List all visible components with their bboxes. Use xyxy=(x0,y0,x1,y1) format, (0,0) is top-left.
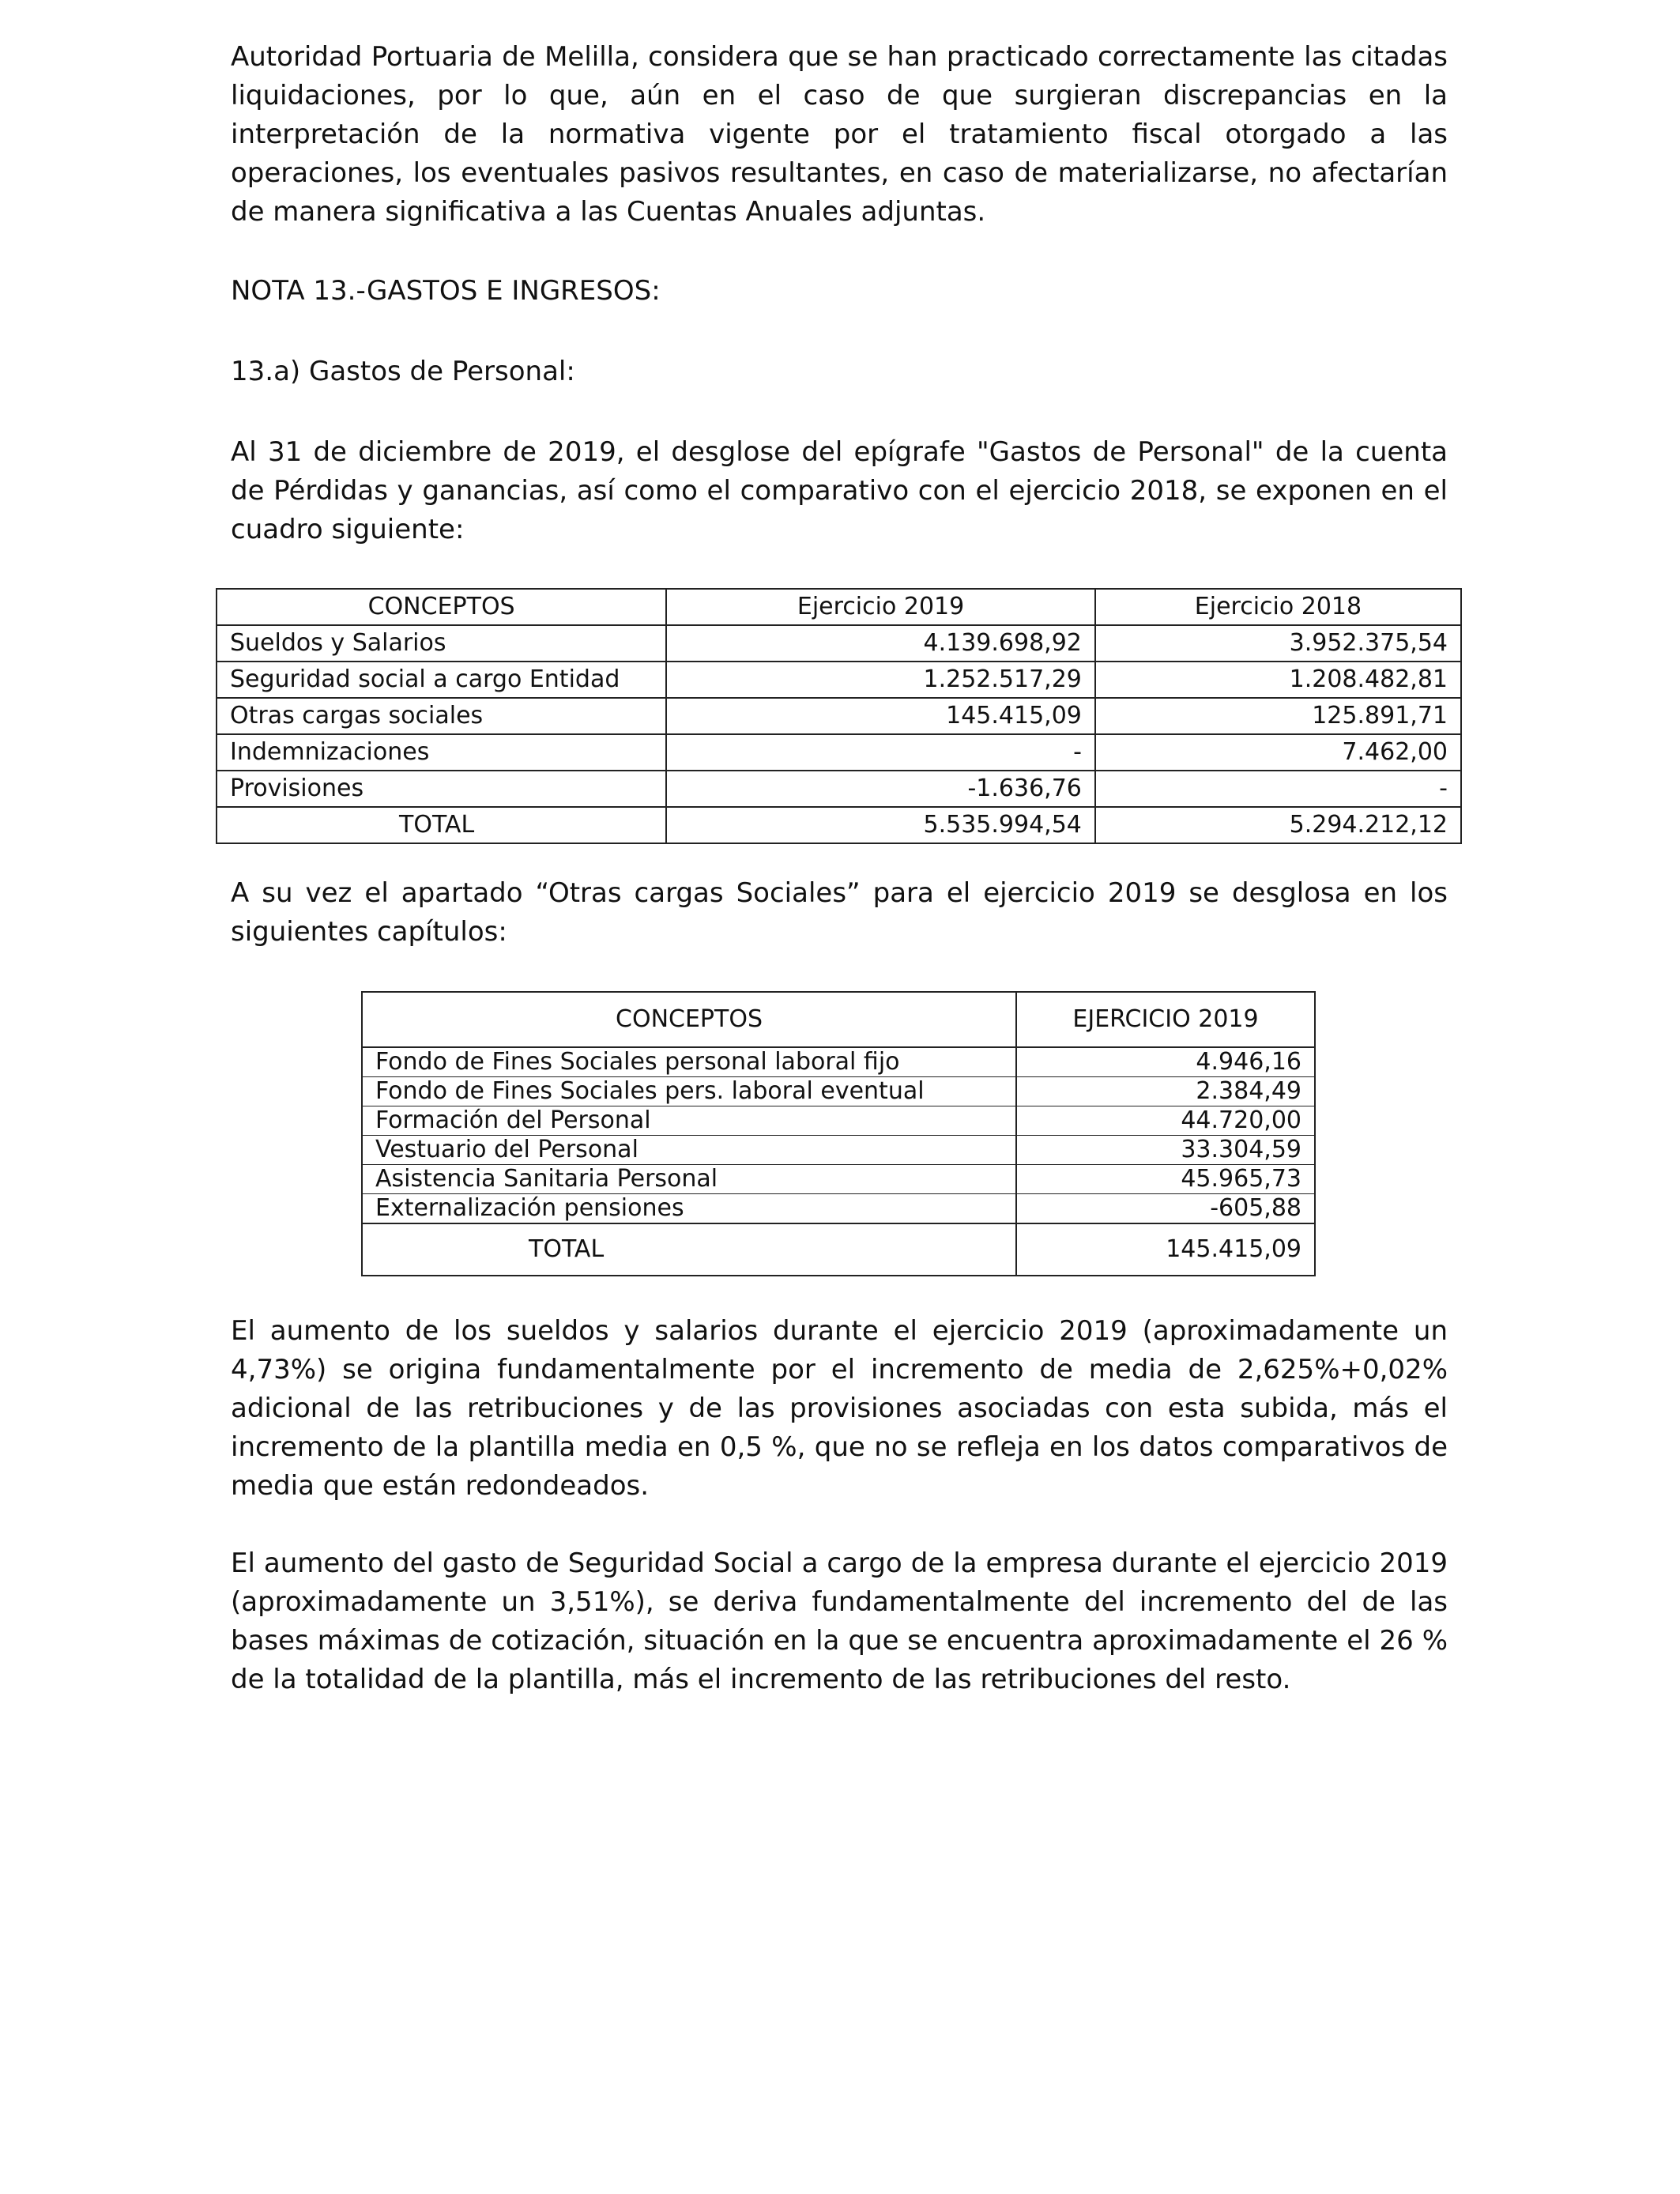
row-concept: Fondo de Fines Sociales personal laboral fijo xyxy=(362,1047,1016,1077)
row-value-2019: 1.252.517,29 xyxy=(666,662,1095,698)
row-value-2018: - xyxy=(1095,771,1461,807)
row-concept: Sueldos y Salarios xyxy=(217,625,666,662)
header-conceptos: CONCEPTOS xyxy=(217,589,666,625)
row-value-2019: 33.304,59 xyxy=(1016,1136,1315,1165)
row-value-2019: 45.965,73 xyxy=(1016,1165,1315,1194)
table-row xyxy=(217,698,1461,734)
row-concept: Fondo de Fines Sociales pers. laboral eventual xyxy=(362,1077,1016,1106)
paragraph-desglose-intro: Al 31 de diciembre de 2019, el desglose del epígrafe "Gastos de Personal" de la cuenta de Pérdidas y ganancias, así como el comparativo con el ejercicio 2018, se exponen en el cuadro siguiente: xyxy=(231,436,1448,545)
table-header-row xyxy=(362,992,1315,1047)
row-concept: Formación del Personal xyxy=(362,1106,1016,1136)
row-value-2019: 2.384,49 xyxy=(1016,1077,1315,1106)
row-value-2018: 1.208.482,81 xyxy=(1095,662,1461,698)
row-concept: Vestuario del Personal xyxy=(362,1136,1016,1165)
table-row xyxy=(217,771,1461,807)
table-row xyxy=(217,734,1461,771)
gastos-personal-table xyxy=(216,588,1462,844)
row-value-2019: 4.139.698,92 xyxy=(666,625,1095,662)
table-row xyxy=(217,662,1461,698)
table-total-row xyxy=(217,807,1461,843)
table-row xyxy=(362,1194,1315,1224)
row-value-2019: 4.946,16 xyxy=(1016,1047,1315,1077)
header-conceptos: CONCEPTOS xyxy=(362,992,1016,1047)
paragraph-aumento-sueldos: El aumento de los sueldos y salarios durante el ejercicio 2019 (aproximadamente un 4,73%) se origina fundamentalmente por el incremento de media de 2,625%+0,02% adicional de las retribuciones y de las provisiones asociadas con esta subida, más el incremento de la plantilla media en 0,5 %, que no se refleja en los datos comparativos de media que están redondeados. xyxy=(231,1315,1448,1502)
row-value-2019: -1.636,76 xyxy=(666,771,1095,807)
row-concept: Otras cargas sociales xyxy=(217,698,666,734)
table-row xyxy=(362,1077,1315,1106)
row-concept: Provisiones xyxy=(217,771,666,807)
row-value-2019: 145.415,09 xyxy=(666,698,1095,734)
row-value-2019: - xyxy=(666,734,1095,771)
table-row xyxy=(362,1136,1315,1165)
row-concept: Seguridad social a cargo Entidad xyxy=(217,662,666,698)
table-row xyxy=(217,625,1461,662)
otras-cargas-sociales-table xyxy=(361,991,1316,1276)
row-value-2019: -605,88 xyxy=(1016,1194,1315,1224)
table-total-row xyxy=(362,1223,1315,1276)
header-ejercicio-2018: Ejercicio 2018 xyxy=(1095,589,1461,625)
table-header-row xyxy=(217,589,1461,625)
row-concept: Externalización pensiones xyxy=(362,1194,1016,1224)
row-value-2018: 7.462,00 xyxy=(1095,734,1461,771)
row-value-2018: 125.891,71 xyxy=(1095,698,1461,734)
row-value-2018: 3.952.375,54 xyxy=(1095,625,1461,662)
gastos-personal-subheading: 13.a) Gastos de Personal: xyxy=(231,356,575,387)
total-value-2018: 5.294.212,12 xyxy=(1095,807,1461,843)
total-label: TOTAL xyxy=(217,807,666,843)
nota-13-heading: NOTA 13.-GASTOS E INGRESOS: xyxy=(231,275,661,307)
row-concept: Indemnizaciones xyxy=(217,734,666,771)
total-value-2019: 5.535.994,54 xyxy=(666,807,1095,843)
paragraph-liquidaciones: Autoridad Portuaria de Melilla, considera que se han practicado correctamente las citadas liquidaciones, por lo que, aún en el caso de que surgieran discrepancias en la interpretación de la normativa vigente por el tratamiento fiscal otorgado a las operaciones, los eventuales pasivos resultantes, en caso de materializarse, no afectarían de manera significativa a las Cuentas Anuales adjuntas. xyxy=(231,41,1448,228)
row-value-2019: 44.720,00 xyxy=(1016,1106,1315,1136)
header-ejercicio-2019: EJERCICIO 2019 xyxy=(1016,992,1315,1047)
paragraph-aumento-seguridad-social: El aumento del gasto de Seguridad Social a cargo de la empresa durante el ejercicio 2019 (aproximadamente un 3,51%), se deriva fundamentalmente del incremento del de las bases máximas de cotización, situación en la que se encuentra aproximadamente el 26 % de la totalidad de la plantilla, más el incremento de las retribuciones del resto. xyxy=(231,1547,1448,1695)
table-row xyxy=(362,1106,1315,1136)
paragraph-otras-cargas-intro: A su vez el apartado “Otras cargas Sociales” para el ejercicio 2019 se desglosa en los siguientes capítulos: xyxy=(231,877,1448,948)
row-concept: Asistencia Sanitaria Personal xyxy=(362,1165,1016,1194)
table-row xyxy=(362,1165,1315,1194)
total-value-2019: 145.415,09 xyxy=(1016,1223,1315,1276)
total-label: TOTAL xyxy=(362,1223,1016,1276)
table-row xyxy=(362,1047,1315,1077)
header-ejercicio-2019: Ejercicio 2019 xyxy=(666,589,1095,625)
